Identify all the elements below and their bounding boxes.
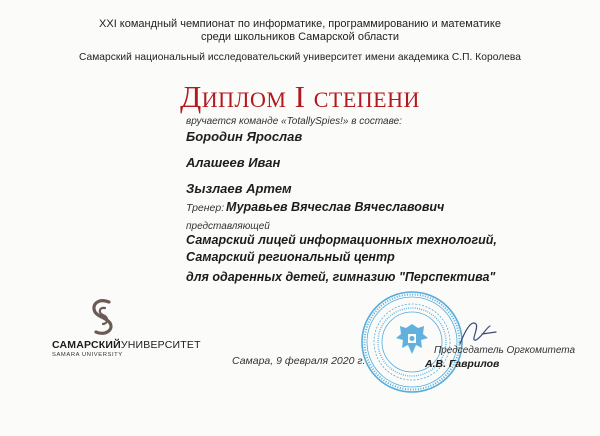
chair-name: А.В. Гаврилов: [425, 358, 500, 370]
official-seal-stamp: [360, 290, 464, 394]
team-intro: вручается команде «TotallySpies!» в составе:: [186, 116, 402, 127]
logo-name-part1: САМАРСКИЙ: [52, 339, 121, 351]
logo-subtitle: SAMARA UNIVERSITY: [52, 352, 123, 358]
coach-label: Тренер:: [186, 202, 225, 214]
team-member-2: Алашеев Иван: [186, 155, 281, 170]
team-member-3: Зызлаев Артем: [186, 181, 292, 196]
logo-wordmark: [52, 339, 201, 351]
coach-name: Муравьев Вячеслав Вячеславович: [226, 200, 445, 214]
chair-label: Председатель Оргкомитета: [434, 345, 576, 356]
school-line-1: Самарский лицей информационных технологий,: [186, 233, 497, 247]
issue-date: Самара, 9 февраля 2020 г.: [232, 355, 366, 367]
diploma-title: Диплом I степени: [180, 79, 420, 114]
school-line-2: Самарский региональный центр: [186, 250, 395, 264]
team-member-1: Бородин Ярослав: [186, 129, 303, 144]
logo-name-part2: УНИВЕРСИТЕТ: [120, 339, 201, 351]
school-line-3: для одаренных детей, гимназию "Перспектива": [186, 270, 496, 284]
header-line-3: Самарский национальный исследовательский университет имени академика С.П. Королева: [79, 52, 521, 63]
samara-university-logo-icon: [85, 296, 121, 338]
header-line-2: среди школьников Самарской области: [201, 31, 399, 43]
representing-label: представляющей: [186, 221, 270, 232]
header-line-1: XXI командный чемпионат по информатике, программированию и математике: [99, 18, 501, 30]
